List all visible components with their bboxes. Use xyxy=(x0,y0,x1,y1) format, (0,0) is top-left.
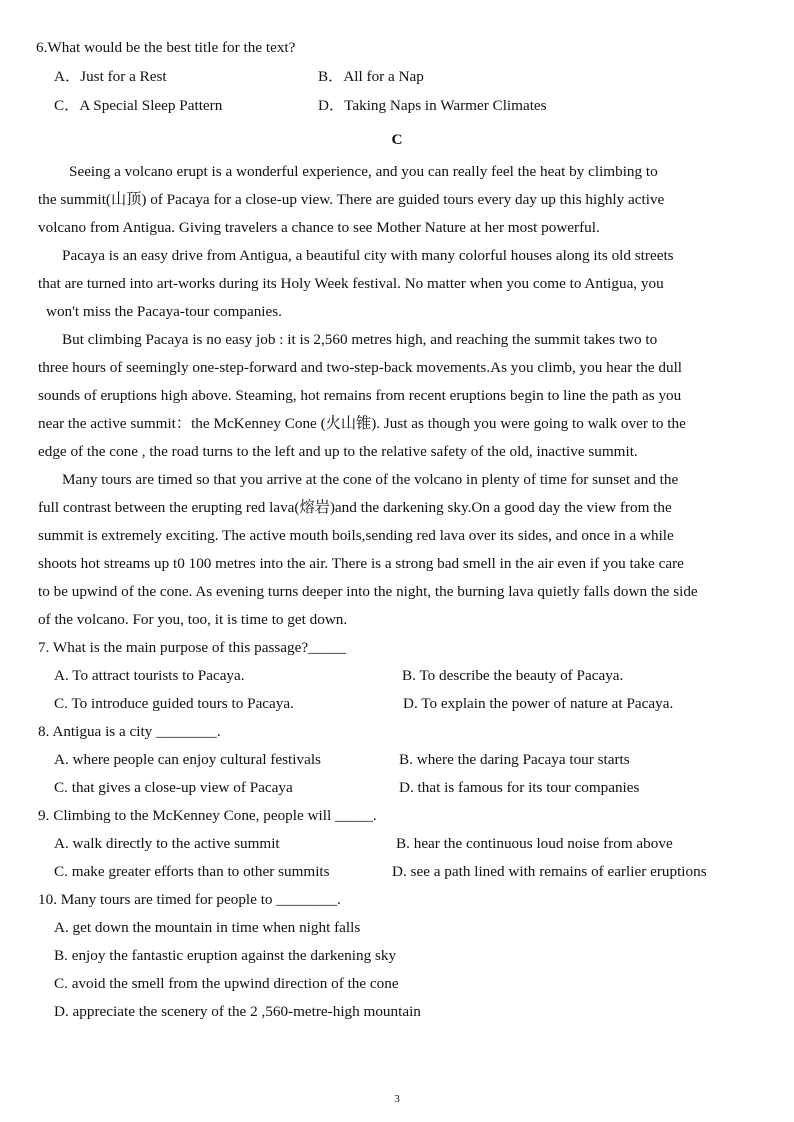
option-d: D. appreciate the scenery of the 2 ,560-metre-high mountain xyxy=(54,1003,421,1020)
option-d: D．Taking Naps in Warmer Climates xyxy=(318,97,547,114)
passage-line: summit is extremely exciting. The active mouth boils,sending red lava over its sides, and once in a while xyxy=(38,527,674,544)
passage-line: Many tours are timed so that you arrive at the cone of the volcano in plenty of time for sunset and the xyxy=(62,471,679,488)
passage-line: near the active summit：the McKenney Cone (火山锥). Just as though you were going to walk over to the xyxy=(38,415,686,432)
question-text: 7. What is the main purpose of this passage?_____ xyxy=(38,639,347,656)
option-b: B．All for a Nap xyxy=(318,68,424,85)
option-a: A. get down the mountain in time when night falls xyxy=(54,919,361,936)
option-c: C. To introduce guided tours to Pacaya. xyxy=(54,695,294,712)
passage-line: Seeing a volcano erupt is a wonderful experience, and you can really feel the heat by climbing to xyxy=(69,163,658,180)
option-b: B. To describe the beauty of Pacaya. xyxy=(402,667,624,684)
option-c: C. make greater efforts than to other summits xyxy=(54,863,330,880)
page-number: 3 xyxy=(394,1093,400,1105)
option-b: B. where the daring Pacaya tour starts xyxy=(399,751,630,768)
passage-line: But climbing Pacaya is no easy job : it is 2,560 metres high, and reaching the summit takes two to xyxy=(62,331,658,348)
passage-line: shoots hot streams up t0 100 metres into the air. There is a strong bad smell in the air even if you take care xyxy=(38,555,684,572)
passage-line: that are turned into art-works during its Holy Week festival. No matter when you come to Antigua, you xyxy=(38,275,664,292)
option-b: B. hear the continuous loud noise from above xyxy=(396,835,673,852)
passage-line: won't miss the Pacaya-tour companies. xyxy=(46,303,282,320)
option-b: B. enjoy the fantastic eruption against the darkening sky xyxy=(54,947,397,964)
option-d: D. that is famous for its tour companies xyxy=(399,779,640,796)
passage-line: to be upwind of the cone. As evening turns deeper into the night, the burning lava quietly falls down the side xyxy=(38,583,698,600)
option-c: C．A Special Sleep Pattern xyxy=(54,97,223,114)
option-a: A. walk directly to the active summit xyxy=(54,835,280,852)
option-a: A. To attract tourists to Pacaya. xyxy=(54,667,245,684)
option-d: D. To explain the power of nature at Pacaya. xyxy=(403,695,674,712)
passage-line: Pacaya is an easy drive from Antigua, a beautiful city with many colorful houses along its old streets xyxy=(62,247,674,264)
passage-line: of the volcano. For you, too, it is time to get down. xyxy=(38,611,348,628)
option-c: C. avoid the smell from the upwind direction of the cone xyxy=(54,975,399,992)
option-c: C. that gives a close-up view of Pacaya xyxy=(54,779,293,796)
passage-line: edge of the cone , the road turns to the left and up to the relative safety of the old, inactive summit. xyxy=(38,443,638,460)
passage-line: volcano from Antigua. Giving travelers a chance to see Mother Nature at her most powerful. xyxy=(38,219,600,236)
question-text: 9. Climbing to the McKenney Cone, people will _____. xyxy=(38,807,377,824)
passage-line: sounds of eruptions high above. Steaming, hot remains from recent eruptions begin to line the path as you xyxy=(38,387,682,404)
passage-line: three hours of seemingly one-step-forward and two-step-back movements.As you climb, you hear the dull xyxy=(38,359,683,376)
passage-line: the summit(山顶) of Pacaya for a close-up view. There are guided tours every day up this highly active xyxy=(38,191,665,208)
option-d: D. see a path lined with remains of earlier eruptions xyxy=(392,863,707,880)
section-label: C xyxy=(391,131,403,148)
passage-line: full contrast between the erupting red lava(熔岩)and the darkening sky.On a good day the view from the xyxy=(38,499,672,516)
option-a: A．Just for a Rest xyxy=(54,68,167,85)
question-text: 8. Antigua is a city ________. xyxy=(38,723,221,740)
question-text: 6.What would be the best title for the text? xyxy=(36,39,296,56)
question-text: 10. Many tours are timed for people to ________. xyxy=(38,891,341,908)
option-a: A. where people can enjoy cultural festivals xyxy=(54,751,321,768)
